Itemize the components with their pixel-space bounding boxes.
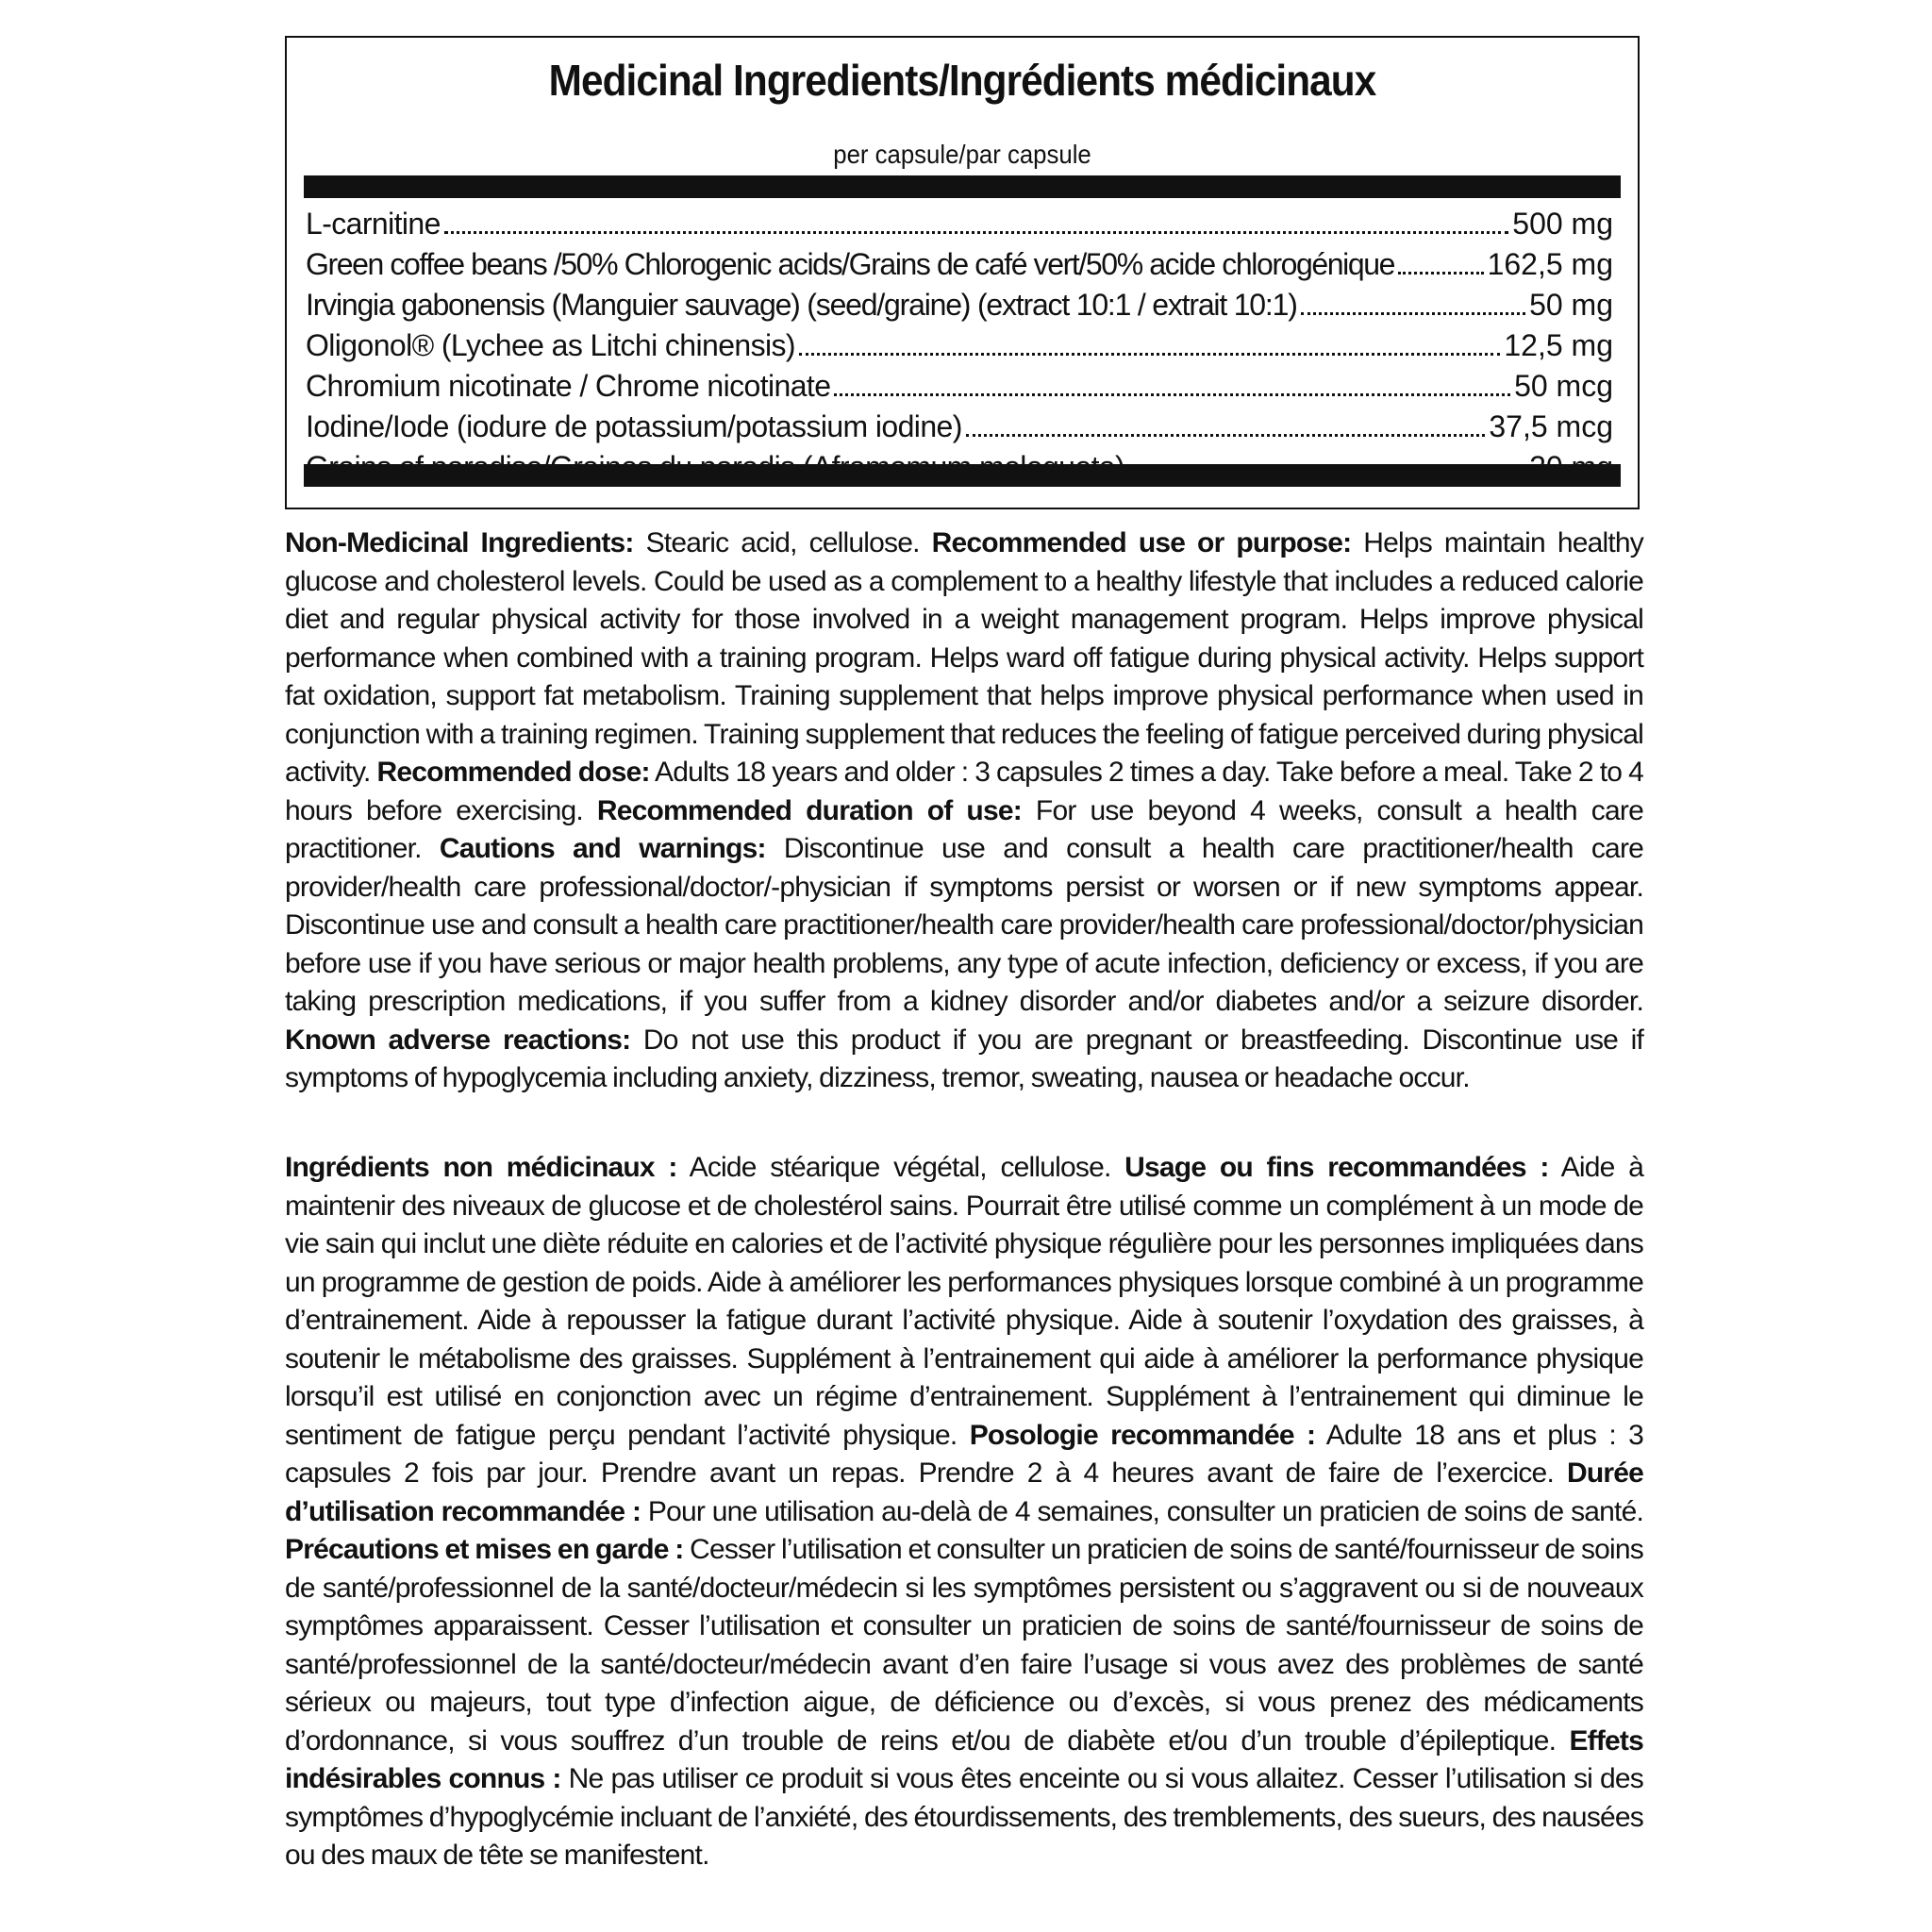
medicinal-ingredients-box xyxy=(285,36,1640,509)
ingredient-row xyxy=(306,328,1613,369)
dot-leader xyxy=(966,434,1486,437)
ingredient-name: L-carnitine xyxy=(306,207,441,241)
dot-leader xyxy=(799,353,1500,356)
precautions-text: Cesser l’utilisation et consulter un praticien de soins de santé/fournisseur de soins de santé/professionnel de la santé/docteur/médecin si les symptômes persistent ou s’aggravent ou si de nouveaux symptômes apparaissent. Cesser l’utilisation et consulter un praticien de soins de santé/fournisseur de soins de santé/professionnel de la santé/docteur/médecin avant d’en faire l’usage si vous avez des problèmes de santé sérieux ou majeurs, tout type d’infection aigue, de déficience ou d’excès, si vous prenez des médicaments d’ordonnance, si vous souffrez d’un trouble de reins et/ou de diabète et/ou d’un trouble d’épileptique. xyxy=(285,1534,1643,1757)
english-label-text xyxy=(285,525,1643,1098)
ingredient-amount: 500 mg xyxy=(1512,207,1613,241)
dot-leader xyxy=(1301,312,1525,315)
ingredient-amount: 50 mg xyxy=(1529,288,1613,322)
posologie-heading: Posologie recommandée : xyxy=(969,1419,1316,1451)
box-title: Medicinal Ingredients/Ingrédients médicinaux xyxy=(548,56,1376,105)
ingredient-name: Iodine/Iode (iodure de potassium/potassium iodine) xyxy=(306,409,962,443)
non-medicinal-text: Stearic acid, cellulose. xyxy=(633,527,932,558)
duree-heading: Durée d’utilisation recommandée : xyxy=(285,1457,1643,1527)
ingredient-row xyxy=(306,409,1613,450)
recommended-use-heading: Recommended use or purpose: xyxy=(931,527,1352,558)
usage-text: Aide à maintenir des niveaux de glucose et de cholestérol sains. Pourrait être utilisé comme un complément à un mode de vie sain qui inclut une diète réduite en calories et de l’activité physique régulière pour les personnes impliquées dans un programme de gestion de poids. Aide à améliorer les performances physiques lorsque combiné à un programme d’entrainement. Aide à repousser la fatigue durant l’activité physique. Aide à soutenir l’oxydation des graisses, à soutenir le métabolisme des graisses. Supplément à l’entrainement qui aide à améliorer la performance physique lorsqu’il est utilisé en conjonction avec un régime d’entrainement. Supplément à l’entrainement qui diminue le sentiment de fatigue perçu pendant l’activité physique. xyxy=(285,1152,1643,1451)
ingredient-name: Chromium nicotinate / Chrome nicotinate xyxy=(306,369,831,403)
cautions-text: Discontinue use and consult a health care practitioner/health care provider/health care professional/doctor/-physician if symptoms persist or worsen or if new symptoms appear. Discontinue use and consult a health care practitioner/health care provider/health care professional/doctor/physician before use if you have serious or major health problems, any type of acute infection, deficiency or excess, if you are taking prescription medications, if you suffer from a kidney disorder and/or diabetes and/or a seizure disorder. xyxy=(285,833,1644,1017)
ingredient-amount: 50 mcg xyxy=(1514,369,1613,403)
top-rule-bar xyxy=(304,175,1621,198)
ingredient-row xyxy=(306,288,1613,328)
duration-text: For use beyond 4 weeks, consult a health care practitioner. xyxy=(285,794,1643,864)
usage-heading: Usage ou fins recommandées : xyxy=(1124,1152,1549,1183)
box-subtitle: per capsule/par capsule xyxy=(833,140,1091,169)
ingredient-name: Green coffee beans /50% Chlorogenic acids/Grains de café vert/50% acide chlorogénique xyxy=(306,247,1395,281)
ingredient-amount: 12,5 mg xyxy=(1504,328,1613,362)
duree-text: Pour une utilisation au-delà de 4 semaines, consulter un praticien de soins de santé. xyxy=(641,1495,1644,1527)
adverse-reactions-text: Do not use this product if you are pregnant or breastfeeding. Discontinue use if symptoms of hypoglycemia including anxiety, dizziness, tremor, sweating, nausea or headache occur. xyxy=(285,1024,1644,1093)
dot-leader xyxy=(444,231,1508,234)
recommended-dose-text: Adults 18 years and older : 3 capsules 2 times a day. Take before a meal. Take 2 to 4 hours before exercising. xyxy=(285,757,1643,826)
ingredient-row xyxy=(306,247,1613,288)
french-label-text xyxy=(285,1149,1643,1875)
non-medicinal-heading: Non-Medicinal Ingredients: xyxy=(285,527,634,558)
precautions-heading: Précautions et mises en garde : xyxy=(285,1534,684,1565)
effets-indesirables-heading: Effets indésirables connus : xyxy=(285,1724,1643,1794)
ingredient-name: Irvingia gabonensis (Manguier sauvage) (seed/graine) (extract 10:1 / extrait 10:1) xyxy=(306,288,1297,322)
ingredient-amount: 162,5 mg xyxy=(1487,247,1613,281)
bottom-rule-bar xyxy=(304,464,1621,487)
ingredient-row xyxy=(306,369,1613,409)
ingredients-non-medicinaux-heading: Ingrédients non médicinaux : xyxy=(285,1152,677,1183)
duration-heading: Recommended duration of use: xyxy=(596,794,1022,826)
recommended-use-text: Helps maintain healthy glucose and cholesterol levels. Could be used as a complement to a healthy lifestyle that includes a reduced calorie diet and regular physical activity for those involved in a weight management program. Helps improve physical performance when combined with a training program. Helps ward off fatigue during physical activity. Helps support fat oxidation, support fat metabolism. Training supplement that helps improve physical performance when used in conjunction with a training regimen. Training supplement that reduces the feeling of fatigue perceived during physical activity. xyxy=(285,527,1643,788)
recommended-dose-heading: Recommended dose: xyxy=(376,757,650,788)
effets-indesirables-text: Ne pas utiliser ce produit si vous êtes enceinte ou si vous allaitez. Cesser l’utilisation si des symptômes d’hypoglycémie incluant de l’anxiété, des étourdissements, des tremblements, des sueurs, des nausées ou des maux de tête se manifestent. xyxy=(285,1763,1644,1871)
posologie-text: Adulte 18 ans et plus : 3 capsules 2 fois par jour. Prendre avant un repas. Prendre 2 à 4 heures avant de faire de l’exercice. xyxy=(285,1419,1643,1489)
dot-leader xyxy=(1398,272,1483,275)
ingredient-amount: 37,5 mcg xyxy=(1489,409,1613,443)
ingredient-name: Oligonol® (Lychee as Litchi chinensis) xyxy=(306,328,795,362)
dot-leader xyxy=(834,393,1510,396)
ingredient-list xyxy=(306,207,1613,491)
cautions-heading: Cautions and warnings: xyxy=(439,833,766,864)
adverse-reactions-heading: Known adverse reactions: xyxy=(285,1024,631,1056)
ingredients-non-medicinaux-text: Acide stéarique végétal, cellulose. xyxy=(676,1152,1125,1183)
ingredient-row xyxy=(306,207,1613,247)
